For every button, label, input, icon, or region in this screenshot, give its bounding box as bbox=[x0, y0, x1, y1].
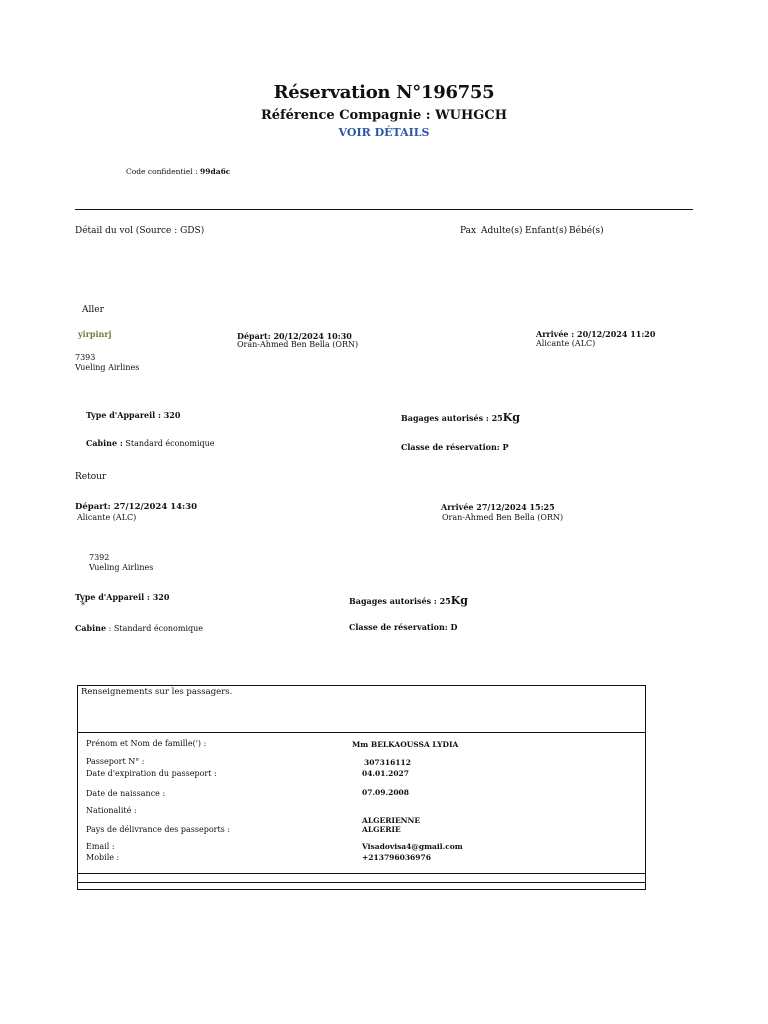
outbound-arrival: Arrivée : 20/12/2024 11:20 bbox=[536, 329, 656, 339]
email-value: Visadovisa4@gmail.com bbox=[362, 842, 463, 851]
outbound-aircraft-type: Type d'Appareil : 320 bbox=[86, 410, 181, 420]
passport-expiry-label: Date d'expiration du passeport : bbox=[86, 769, 217, 778]
return-departure: Départ: 27/12/2024 14:30 bbox=[75, 502, 198, 512]
passenger-name-label: Prénom et Nom de famille(') : bbox=[86, 739, 207, 748]
return-baggage-unit: Kg bbox=[450, 594, 468, 607]
passport-number-label: Passeport N° : bbox=[86, 757, 145, 766]
children-label: Enfant(s) bbox=[525, 226, 568, 236]
pax-label: Pax bbox=[460, 226, 477, 236]
reservation-title: Réservation N°196755 bbox=[273, 82, 495, 103]
view-details-link[interactable] bbox=[0, 126, 768, 139]
outbound-booking-class: Classe de réservation: P bbox=[401, 442, 509, 452]
confidential-code bbox=[126, 167, 230, 176]
outbound-baggage-unit: Kg bbox=[502, 411, 520, 424]
outbound-arrival-airport: Alicante (ALC) bbox=[536, 339, 596, 348]
return-aircraft-type: Type d'Appareil : 320 bbox=[75, 592, 170, 602]
return-baggage bbox=[349, 594, 468, 607]
outbound-departure-airport: Oran-Ahmed Ben Bella (ORN) bbox=[237, 340, 359, 349]
passport-expiry-value: 04.01.2027 bbox=[362, 769, 409, 778]
return-baggage-label: Bagages autorisés : 25 bbox=[349, 596, 451, 606]
outbound-baggage-label: Bagages autorisés : 25 bbox=[401, 413, 503, 423]
passenger-section-title: Renseignements sur les passagers. bbox=[81, 687, 233, 697]
passenger-name-value: Mm BELKAOUSSA LYDIA bbox=[352, 740, 459, 749]
mobile-label: Mobile : bbox=[86, 853, 120, 862]
return-booking-class: Classe de réservation: D bbox=[349, 622, 458, 632]
flight-detail-source: Détail du vol (Source : GDS) bbox=[75, 226, 205, 236]
view-details-label[interactable]: VOIR DÉTAILS bbox=[338, 126, 430, 139]
email-label: Email : bbox=[86, 842, 115, 851]
return-arrival: Arrivée 27/12/2024 15:25 bbox=[441, 502, 555, 512]
issuing-country-label: Pays de délivrance des passeports : bbox=[86, 825, 231, 834]
return-airline: Vueling Airlines bbox=[89, 563, 154, 572]
confidential-code-label: Code confidentiel : bbox=[126, 167, 201, 176]
mobile-value: +213796036976 bbox=[362, 853, 431, 862]
return-cabin-label: Cabine bbox=[75, 623, 107, 633]
passport-number-value: 307316112 bbox=[364, 758, 411, 767]
outbound-cabin bbox=[86, 438, 215, 448]
return-cabin-value: : Standard économique bbox=[106, 624, 204, 633]
outbound-cabin-value: Standard économique bbox=[122, 439, 215, 448]
outbound-cabin-label: Cabine : bbox=[86, 438, 123, 448]
outbound-departure: Départ: 20/12/2024 10:30 bbox=[237, 331, 352, 341]
return-arrival-airport: Oran-Ahmed Ben Bella (ORN) bbox=[442, 513, 564, 522]
passenger-box-divider-top bbox=[77, 732, 646, 733]
outbound-heading: Aller bbox=[82, 305, 104, 315]
nationality-label: Nationalité : bbox=[86, 806, 137, 815]
return-flight-number: 7392 bbox=[89, 553, 110, 562]
outbound-code: yirpinrj bbox=[78, 329, 112, 339]
return-departure-airport: Alicante (ALC) bbox=[77, 513, 137, 522]
adults-label: Adulte(s) bbox=[481, 226, 523, 236]
confidential-code-value: 99da6c bbox=[200, 167, 231, 176]
passenger-box-divider-bottom bbox=[77, 873, 646, 874]
babies-label: Bébé(s) bbox=[569, 226, 604, 236]
header-divider bbox=[75, 209, 693, 210]
issuing-country-value: ALGERIE bbox=[362, 825, 401, 834]
return-aircraft-mark: * bbox=[81, 601, 85, 610]
outbound-baggage bbox=[401, 411, 520, 424]
outbound-flight-number: 7393 bbox=[75, 353, 96, 362]
outbound-airline: Vueling Airlines bbox=[75, 363, 140, 372]
passenger-box-divider-footer bbox=[77, 882, 646, 883]
return-heading: Retour bbox=[75, 472, 107, 482]
birth-date-value: 07.09.2008 bbox=[362, 788, 409, 797]
nationality-value: ALGERIENNE bbox=[362, 816, 421, 825]
birth-date-label: Date de naissance : bbox=[86, 789, 166, 798]
company-reference: Référence Compagnie : WUHGCH bbox=[260, 108, 508, 123]
return-cabin bbox=[75, 623, 203, 633]
